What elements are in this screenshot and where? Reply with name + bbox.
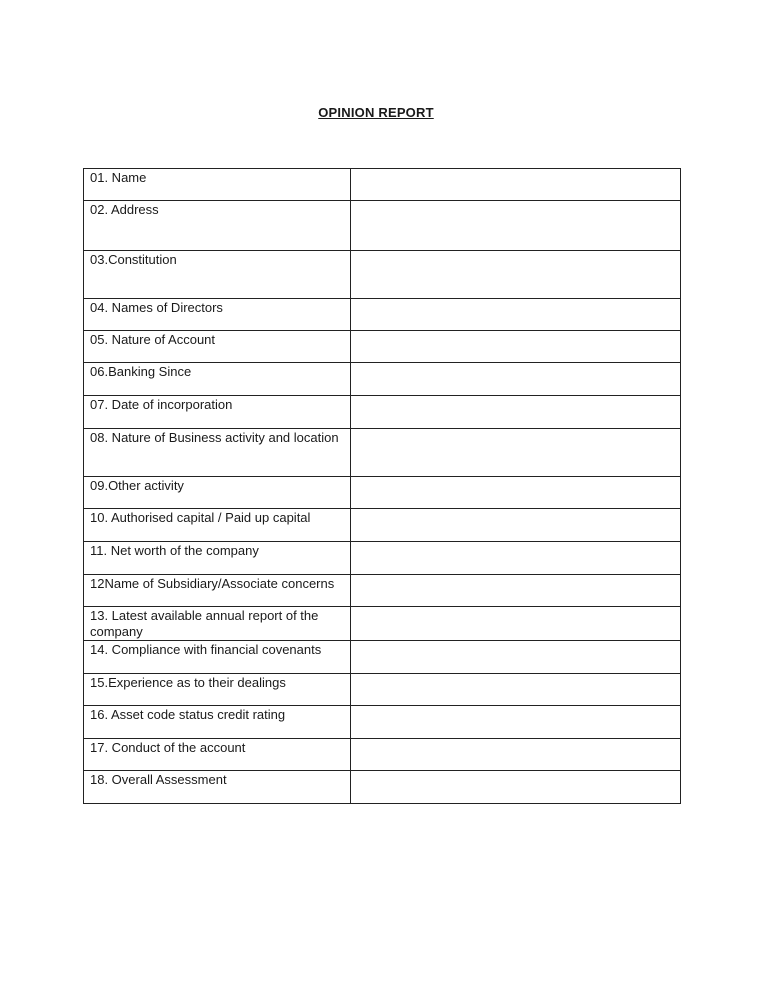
table-row: [84, 706, 681, 739]
row-value-address: [351, 201, 681, 251]
row-value-experience: [351, 674, 681, 706]
row-label-directors: 04. Names of Directors: [84, 299, 351, 331]
table-row: [84, 575, 681, 607]
table-row: [84, 429, 681, 477]
row-value-other-activity: [351, 477, 681, 509]
row-value-banking-since: [351, 363, 681, 396]
row-label-capital: 10. Authorised capital / Paid up capital: [84, 509, 351, 542]
table-row: [84, 771, 681, 804]
row-label-covenants: 14. Compliance with financial covenants: [84, 641, 351, 674]
table-row: [84, 477, 681, 509]
row-label-subsidiary: 12Name of Subsidiary/Associate concerns: [84, 575, 351, 607]
row-label-other-activity: 09.Other activity: [84, 477, 351, 509]
row-value-constitution: [351, 251, 681, 299]
row-value-capital: [351, 509, 681, 542]
row-label-address: 02. Address: [84, 201, 351, 251]
row-value-incorporation-date: [351, 396, 681, 429]
row-value-account-nature: [351, 331, 681, 363]
table-row: [84, 169, 681, 201]
table-row: [84, 201, 681, 251]
row-value-annual-report: [351, 607, 681, 641]
row-label-incorporation-date: 07. Date of incorporation: [84, 396, 351, 429]
table-row: [84, 299, 681, 331]
row-label-overall-assessment: 18. Overall Assessment: [84, 771, 351, 804]
row-value-business-activity: [351, 429, 681, 477]
row-value-asset-code: [351, 706, 681, 739]
row-label-banking-since: 06.Banking Since: [84, 363, 351, 396]
row-label-experience: 15.Experience as to their dealings: [84, 674, 351, 706]
row-value-overall-assessment: [351, 771, 681, 804]
opinion-report-table: [83, 168, 681, 804]
table-row: [84, 607, 681, 641]
table-row: [84, 331, 681, 363]
row-value-covenants: [351, 641, 681, 674]
table-row: [84, 542, 681, 575]
row-label-conduct: 17. Conduct of the account: [84, 739, 351, 771]
page-title: OPINION REPORT: [318, 105, 434, 120]
table-row: [84, 674, 681, 706]
table-row: [84, 509, 681, 542]
row-label-name: 01. Name: [84, 169, 351, 201]
row-value-conduct: [351, 739, 681, 771]
row-value-net-worth: [351, 542, 681, 575]
row-label-business-activity: 08. Nature of Business activity and location: [84, 429, 351, 477]
row-label-net-worth: 11. Net worth of the company: [84, 542, 351, 575]
table-row: [84, 739, 681, 771]
row-label-account-nature: 05. Nature of Account: [84, 331, 351, 363]
table-row: [84, 641, 681, 674]
row-label-annual-report: 13. Latest available annual report of the company: [84, 607, 351, 641]
row-value-directors: [351, 299, 681, 331]
table-row: [84, 396, 681, 429]
table-row: [84, 363, 681, 396]
row-label-constitution: 03.Constitution: [84, 251, 351, 299]
row-value-subsidiary: [351, 575, 681, 607]
row-label-asset-code: 16. Asset code status credit rating: [84, 706, 351, 739]
row-value-name: [351, 169, 681, 201]
table-row: [84, 251, 681, 299]
